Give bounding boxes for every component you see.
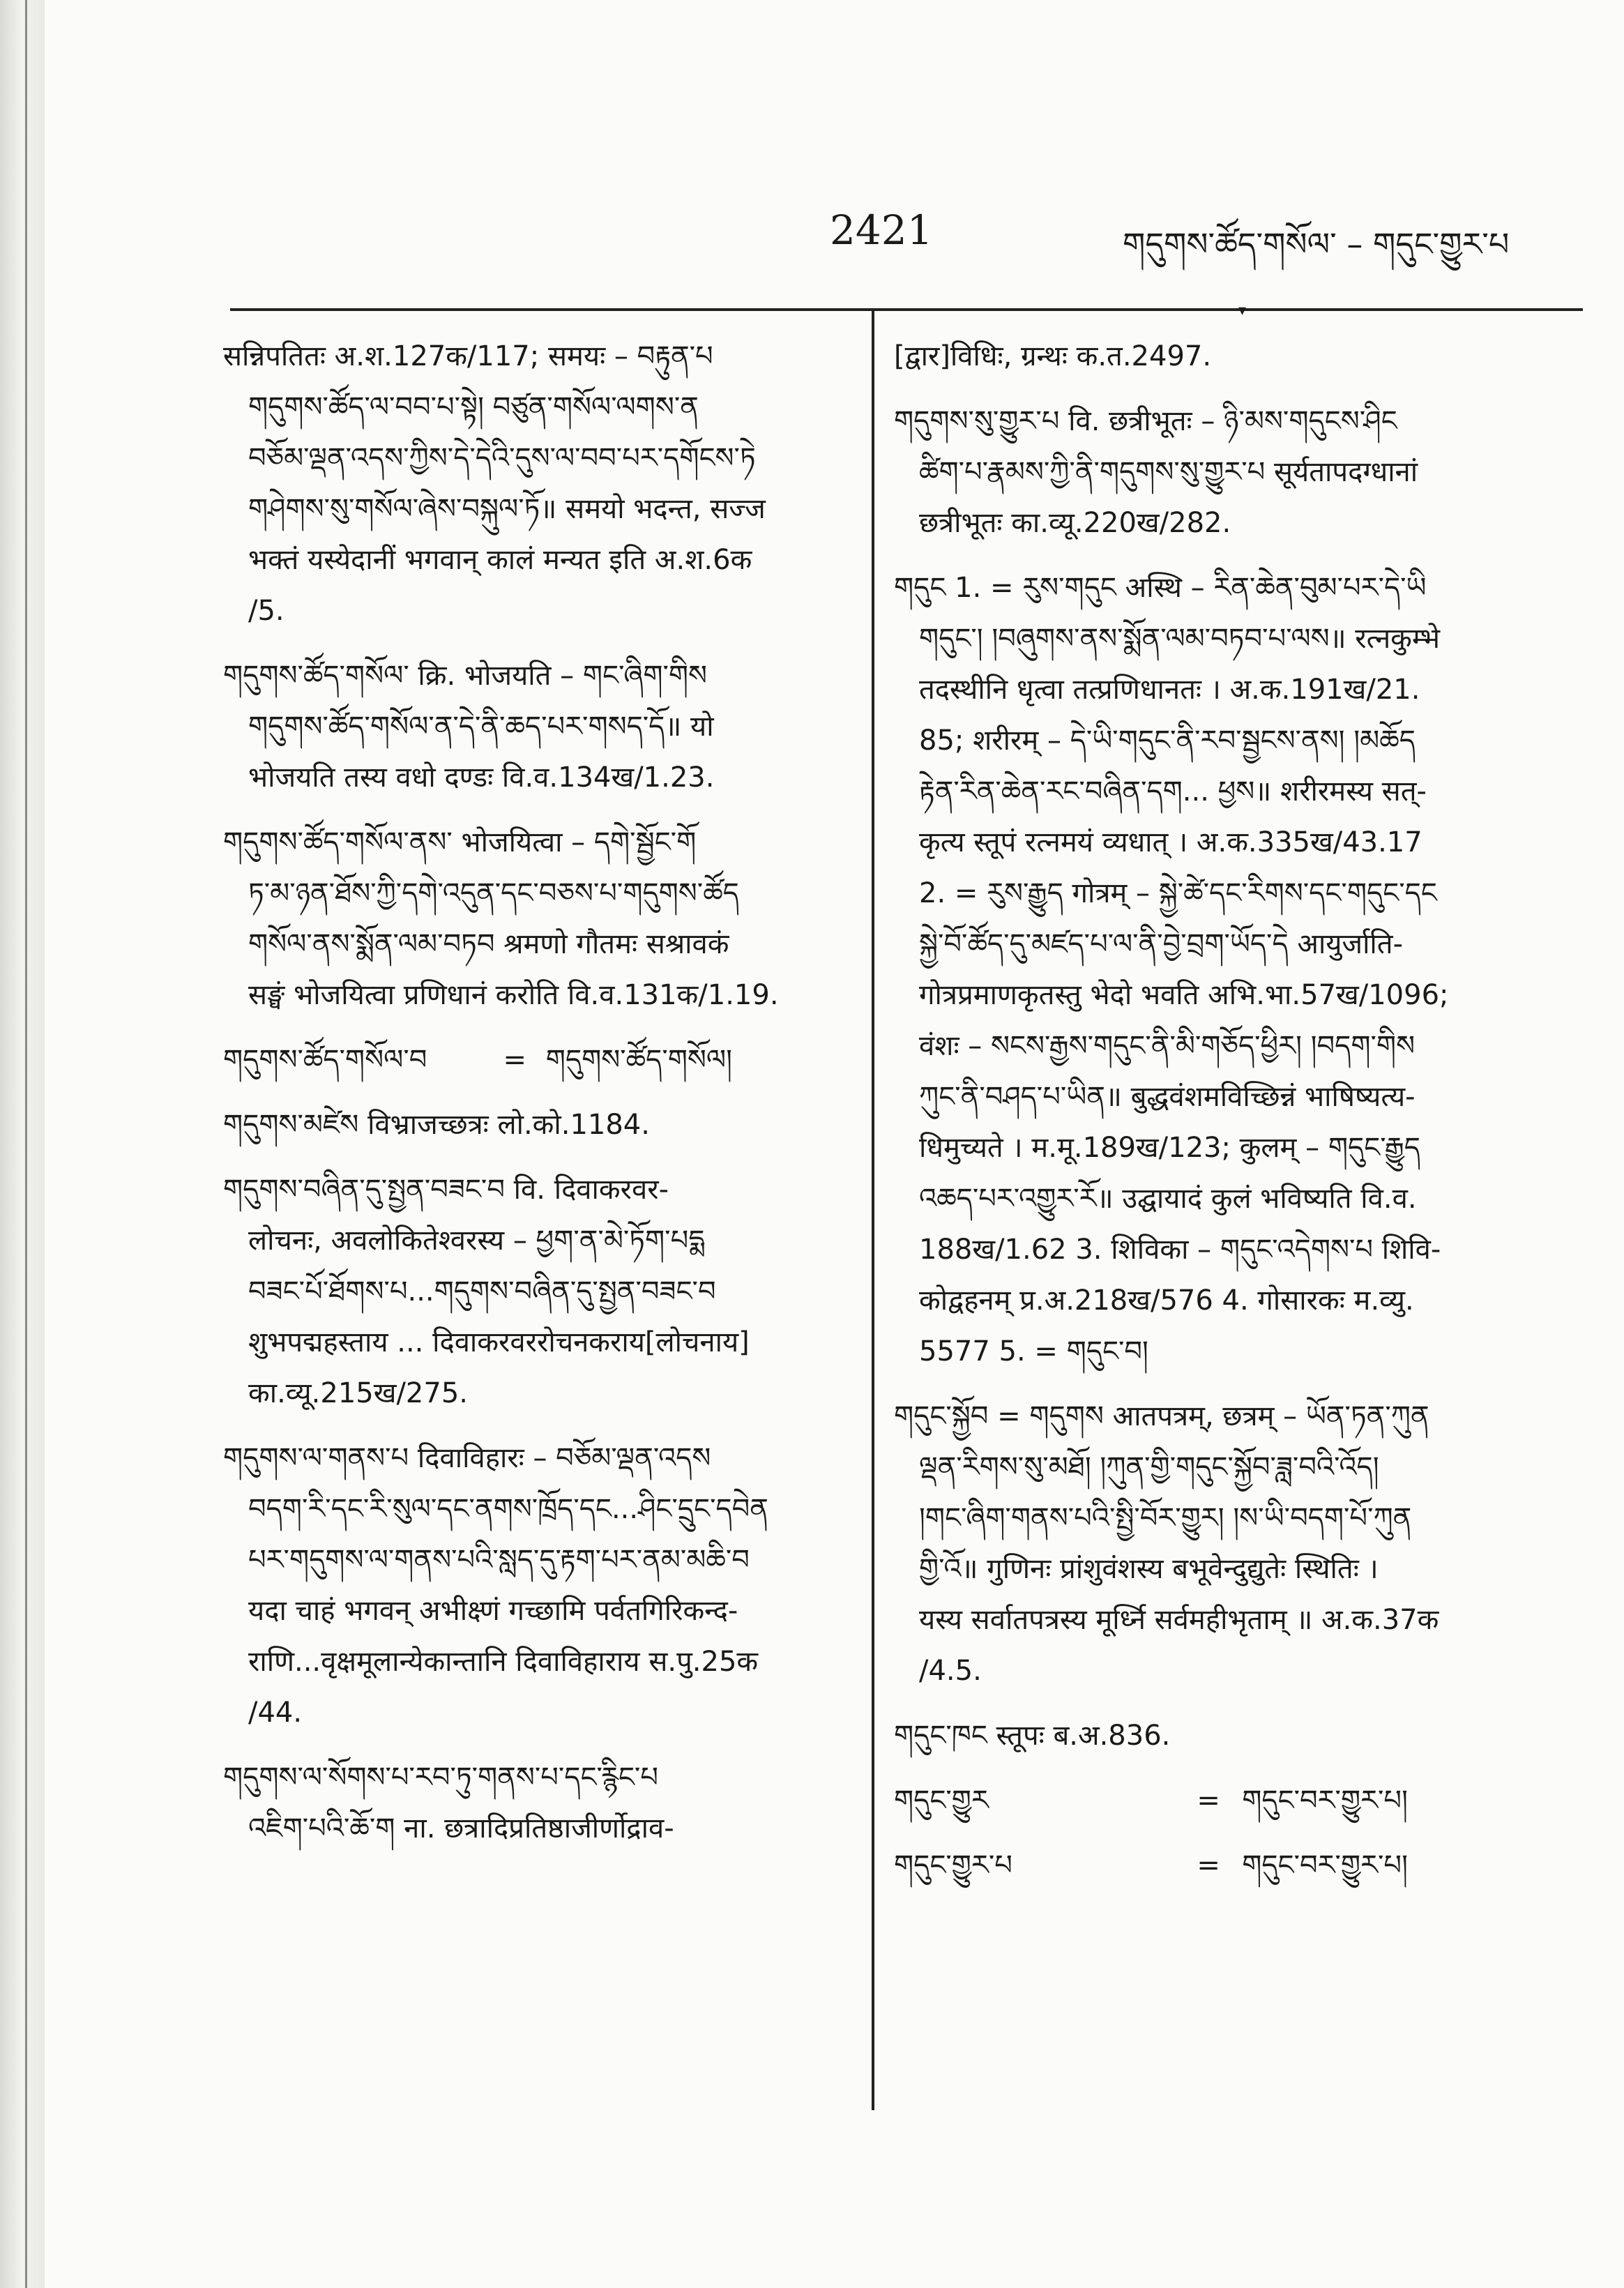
cross-reference-row: [223, 1035, 844, 1086]
running-head: གདུགས་ཚོད་གསོལ་ – གདུང་གྱུར་པ: [1123, 225, 1510, 263]
dictionary-entry: [894, 331, 1563, 382]
entry-line: छत्रीभूतः का.व्यू.220ख/282.: [919, 507, 1231, 539]
dictionary-entry: [223, 651, 844, 803]
column-divider: [872, 311, 874, 2110]
entry-line: भोजयति तस्य वधो दण्डः वि.व.134ख/1.23.: [248, 762, 715, 794]
entry-line: ཏ་མ་ཉན་ཐོས་ཀྱི་དགེ་འདུན་དང་བཅས་པ་གདུགས་ཚོད: [248, 877, 739, 909]
entry-line: སྐྱེ་བོ་ཚོད་དུ་མཛད་པ་ལ་ནི་བྱེ་བྲག་ཡོད་དེ आयुर्जाति-: [919, 928, 1404, 960]
entry-headline: གདུགས་མཛེས विभ्राजच्छत्रः लो.को.1184.: [223, 1109, 650, 1141]
entry-headline: གདུགས་ལ་སོགས་པ་རབ་ཏུ་གནས་པ་དང་རྙིང་པ: [223, 1762, 658, 1794]
entry-line: का.व्यू.215ख/275.: [248, 1377, 468, 1409]
equals-sign: =: [1197, 1785, 1220, 1817]
dictionary-entry: [894, 563, 1563, 1377]
entry-headline: सन्निपतितः अ.श.127क/117; समयः – བརྟུན་པ: [223, 340, 713, 372]
entry-line: བཅོམ་ལྡན་འདས་ཀྱིས་དེ་དེའི་དུས་ལ་བབ་པར་དགོངས་ཏེ: [248, 442, 756, 474]
entry-line: कृत्य स्तूपं रत्नमयं व्यधात् । अ.क.335ख/43.17: [919, 826, 1422, 858]
entry-line: 85; शरीरम् – དེ་ཡི་གདུང་ནི་རབ་སྦྱངས་ནས། །མཆོད: [919, 725, 1416, 757]
entry-line: གཤེགས་སུ་གསོལ་ཞེས་བསྐུལ་ཏོ॥ समयो भदन्त, सज्ज: [248, 493, 766, 525]
entry-line: धिमुच्यते । म.मू.189ख/123; कुलम् – གདུང་རྒྱུད: [919, 1132, 1420, 1164]
entry-line: तदस्थीनि धृत्वा तत्प्रणिधानतः । अ.क.191ख/21.: [919, 674, 1420, 706]
entry-line: /5.: [248, 595, 284, 627]
entry-line: भक्तं यस्येदानीं भगवान् कालं मन्यत इति अ.श.6क: [248, 544, 752, 576]
dictionary-entry: [894, 1775, 1563, 1826]
dictionary-entry: [223, 1165, 844, 1419]
entry-headline: གདུགས་ཚོད་གསོལ་ क्रि. भोजयति – གང་ཞིག་གིས: [223, 660, 708, 692]
entry-line: པར་གདུགས་ལ་གནས་པའི་སླད་དུ་རྟག་པར་ནམ་མཆི་བ: [248, 1544, 750, 1576]
cross-reference-row: [894, 1840, 1563, 1891]
dictionary-entry: [894, 1711, 1563, 1762]
entry-headline: གདུགས་སུ་གྱུར་པ वि. छत्रीभूतः – ཉི་མས་གདུངས་ཤིང: [894, 405, 1397, 437]
dictionary-entry: [223, 817, 844, 1021]
entry-line: ཀུང་ནི་བཤད་པ་ཡིན॥ बुद्धवंशमविच्छिन्नं भाषिष्यत्य-: [919, 1081, 1416, 1113]
entry-line: राणि...वृक्षमूलान्येकान्तानि दिवाविहाराय स.पु.25क: [248, 1646, 759, 1678]
entry-line: सङ्घं भोजयित्वा प्रणिधानं करोति वि.व.131क/1.19.: [248, 979, 779, 1011]
entry-line: यस्य सर्वातपत्रस्य मूर्ध्नि सर्वमहीभृताम् ॥ अ.क.37क: [919, 1604, 1439, 1636]
entry-line: 5577 5. = གདུང་བ།: [919, 1335, 1148, 1368]
entry-headline: གདུགས་ཚོད་གསོལ་ནས་ भोजयित्वा – དགེ་སྦྱོང་གོ: [223, 826, 697, 858]
reference-target: གདུང་བར་གྱུར་པ།: [1242, 1849, 1408, 1881]
header-rule: [230, 308, 1583, 311]
entry-line: གདུང་། །བཞུགས་ནས་སྨོན་ལམ་བཏབ་པ་ལས॥ रत्नकुम्भे: [919, 623, 1440, 655]
entry-line: 188ख/1.62 3. शिविका – གདུང་འདེགས་པ शिवि-: [919, 1234, 1441, 1266]
entry-line: འཆད་པར་འགྱུར་རོ॥ उद्घायादं कुलं भविष्यति वि.व.: [919, 1183, 1417, 1215]
entry-line: ལྡན་རིགས་སུ་མཐོ། །ཀུན་གྱི་གདུང་སྐྱོབ་ཟླ་བའི་འོད།: [919, 1451, 1379, 1483]
binding-line: [25, 0, 27, 2288]
entry-line: 2. = རུས་རྒྱུད गोत्रम् – སྐྱེ་ཚེ་དང་རིགས་དང་གདུང་དང: [919, 877, 1437, 909]
entry-line: བདག་རི་དང་རི་སུལ་དང་ནགས་ཁྲོད་དང...ཤིང་དྲུང་དབེན: [248, 1493, 768, 1525]
dictionary-entry: [894, 1391, 1563, 1697]
headword: གདུང་གྱུར་པ: [894, 1849, 1012, 1881]
entry-headline: གདུང 1. = རུས་གདུང अस्थि – རིན་ཆེན་བུམ་པར་དེ་ཡི: [894, 572, 1427, 604]
dictionary-entry: [223, 1433, 844, 1738]
entry-line: गोत्रप्रमाणकृतस्तु भेदो भवति अभि.भा.57ख/1096;: [919, 979, 1449, 1011]
entry-line: यदा चाहं भगवन् अभीक्ष्णं गच्छामि पर्वतगिरिकन्द-: [248, 1595, 738, 1627]
entry-headline: [द्वार]विधिः, ग्रन्थः क.त.2497.: [894, 340, 1212, 372]
equals-sign: =: [503, 1044, 527, 1076]
entry-line: लोचनः, अवलोकितेश्वरस्य – ཕྱག་ན་མེ་ཏོག་པདྨ: [248, 1225, 705, 1257]
entry-line: शुभपद्महस्ताय ... दिवाकरवररोचनकराय[लोचनाय]: [248, 1326, 750, 1358]
reference-target: གདུགས་ཚོད་གསོལ།: [545, 1044, 732, 1076]
entry-line: /4.5.: [919, 1655, 982, 1687]
entry-line: གདུགས་ཚོད་ལ་བབ་པ་སྟེ། བཙུན་གསོལ་ལགས་ན: [248, 391, 699, 423]
entry-line: རྟེན་རིན་ཆེན་རང་བཞིན་དག... ཕྱས॥ शरीरमस्य सत्-: [919, 775, 1427, 808]
entry-line: གྱི་འོ॥ गुणिनः प्रांशुवंशस्य बभूवेन्दुद्युतेः स्थितिः ।: [919, 1553, 1379, 1585]
entry-line: वंशः – སངས་རྒྱས་གདུང་ནི་མི་གཅོད་ཕྱིར། །བདག་གིས: [919, 1030, 1416, 1062]
dictionary-entry: [894, 396, 1563, 549]
left-column: [223, 331, 844, 1868]
entry-line: कोद्वहनम् प्र.अ.218ख/576 4. गोसारकः म.व्यु.: [919, 1285, 1414, 1317]
equals-sign: =: [1197, 1849, 1220, 1881]
page-number: 2421: [830, 206, 933, 254]
entry-headline: གདུགས་བཞིན་དུ་སྤྱན་བཟང་བ वि. दिवाकरवर-: [223, 1174, 669, 1206]
entry-line: གསོལ་ནས་སྨོན་ལམ་བཏབ श्रमणो गौतमः सश्रावकं: [248, 928, 729, 960]
entry-line: /44.: [248, 1697, 303, 1729]
entry-line: འཇིག་པའི་ཆོ་ག ना. छत्रादिप्रतिष्ठाजीर्णोद्राव-: [248, 1812, 674, 1844]
book-binding-edge: [0, 0, 45, 2288]
header-rule-mark: ▾: [1238, 302, 1247, 319]
cross-reference-row: [894, 1775, 1563, 1826]
dictionary-entry: [223, 1035, 844, 1086]
dictionary-entry: [223, 331, 844, 637]
entry-line: བཟང་པོ་ཐོགས་པ...གདུགས་བཞིན་དུ་སྤྱན་བཟང་བ: [248, 1275, 716, 1308]
entry-line: །གང་ཞིག་གནས་པའི་སྤྱི་བོར་གྱུར། །ས་ཡི་བདག་པོ་ཀུན: [919, 1502, 1412, 1534]
entry-headline: གདུང་ཁང स्तूपः ब.अ.836.: [894, 1720, 1171, 1752]
headword: གདུང་གྱུར: [894, 1785, 989, 1817]
right-column: [894, 331, 1563, 1905]
dictionary-entry: [894, 1840, 1563, 1891]
entry-headline: གདུགས་ལ་གནས་པ दिवाविहारः – བཅོམ་ལྡན་འདས: [223, 1442, 711, 1474]
entry-line: གདུགས་ཚོད་གསོལ་ན་དེ་ནི་ཆད་པར་གསད་དོ॥ यो: [248, 711, 714, 743]
entry-line: ཚིག་པ་རྣམས་ཀྱི་ནི་གདུགས་སུ་གྱུར་པ सूर्यतापदग्धानां: [919, 456, 1418, 488]
dictionary-entry: [223, 1752, 844, 1854]
headword: གདུགས་ཚོད་གསོལ་བ: [223, 1044, 427, 1076]
reference-target: གདུང་བར་གྱུར་པ།: [1242, 1785, 1408, 1817]
entry-headline: གདུང་སྐྱོབ = གདུགས आतपत्रम्, छत्रम् – ཡོན་ཏན་ཀུན: [894, 1400, 1429, 1432]
dictionary-entry: [223, 1100, 844, 1151]
